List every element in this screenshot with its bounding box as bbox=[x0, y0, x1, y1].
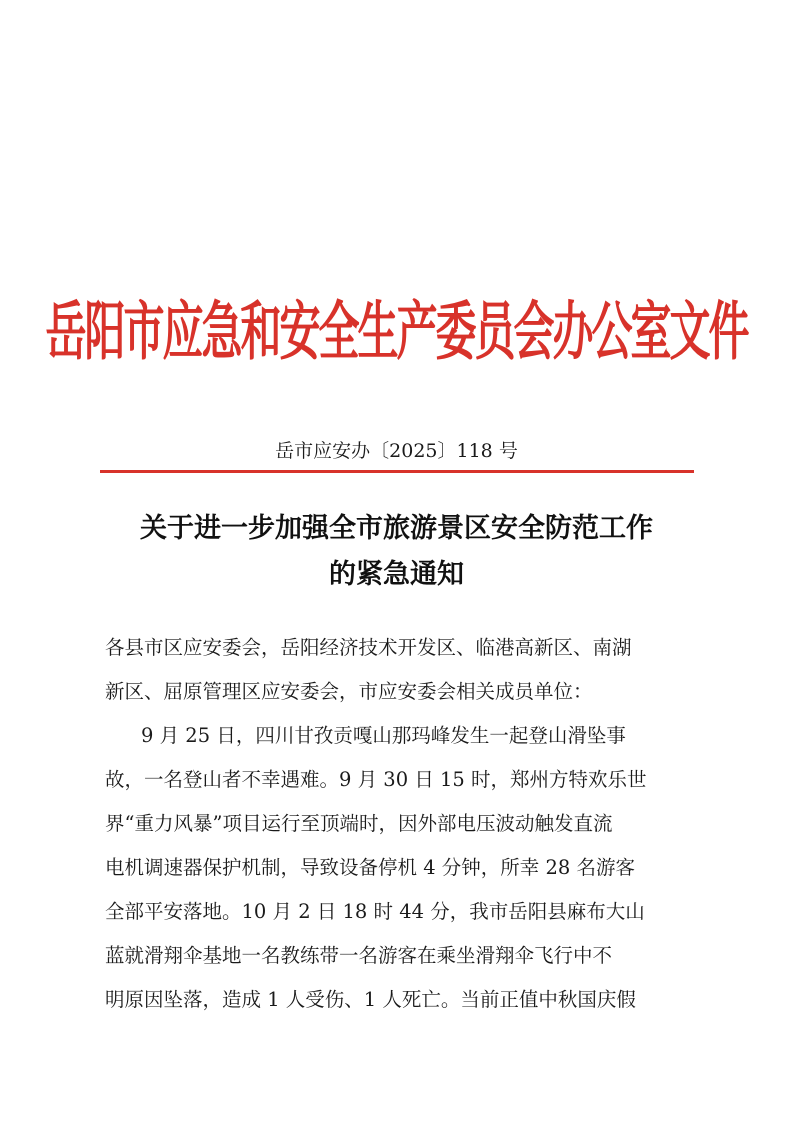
title-line-2: 的紧急通知 bbox=[329, 559, 464, 590]
document-body bbox=[105, 626, 695, 1022]
body-line: 故，一名登山者不幸遇难。9 月 30 日 15 时，郑州方特欢乐世 bbox=[105, 768, 647, 791]
body-line: 蓝就滑翔伞基地一名教练带一名游客在乘坐滑翔伞飞行中不 bbox=[105, 944, 613, 967]
body-line: 各县市区应安委会，岳阳经济技术开发区、临港高新区、南湖 bbox=[105, 636, 632, 659]
body-line: 界“重力风暴”项目运行至顶端时，因外部电压波动触发直流 bbox=[105, 812, 613, 835]
body-line: 9 月 25 日，四川甘孜贡嘎山那玛峰发生一起登山滑坠事 bbox=[141, 724, 626, 747]
title-line-1: 关于进一步加强全市旅游景区安全防范工作 bbox=[140, 513, 653, 544]
body-line: 全部平安落地。10 月 2 日 18 时 44 分，我市岳阳县麻布大山 bbox=[105, 900, 645, 923]
red-divider-line bbox=[100, 470, 694, 473]
body-line: 新区、屈原管理区应安委会，市应安委会相关成员单位： bbox=[105, 680, 593, 703]
body-line: 电机调速器保护机制，导致设备停机 4 分钟，所幸 28 名游客 bbox=[105, 856, 636, 879]
body-line: 明原因坠落，造成 1 人受伤、1 人死亡。当前正值中秋国庆假 bbox=[105, 988, 636, 1011]
document-masthead: 岳阳市应急和安全生产委员会办公室文件 bbox=[45, 294, 748, 370]
document-number: 岳市应安办〔2025〕118 号 bbox=[275, 440, 518, 462]
document-title bbox=[0, 506, 793, 598]
